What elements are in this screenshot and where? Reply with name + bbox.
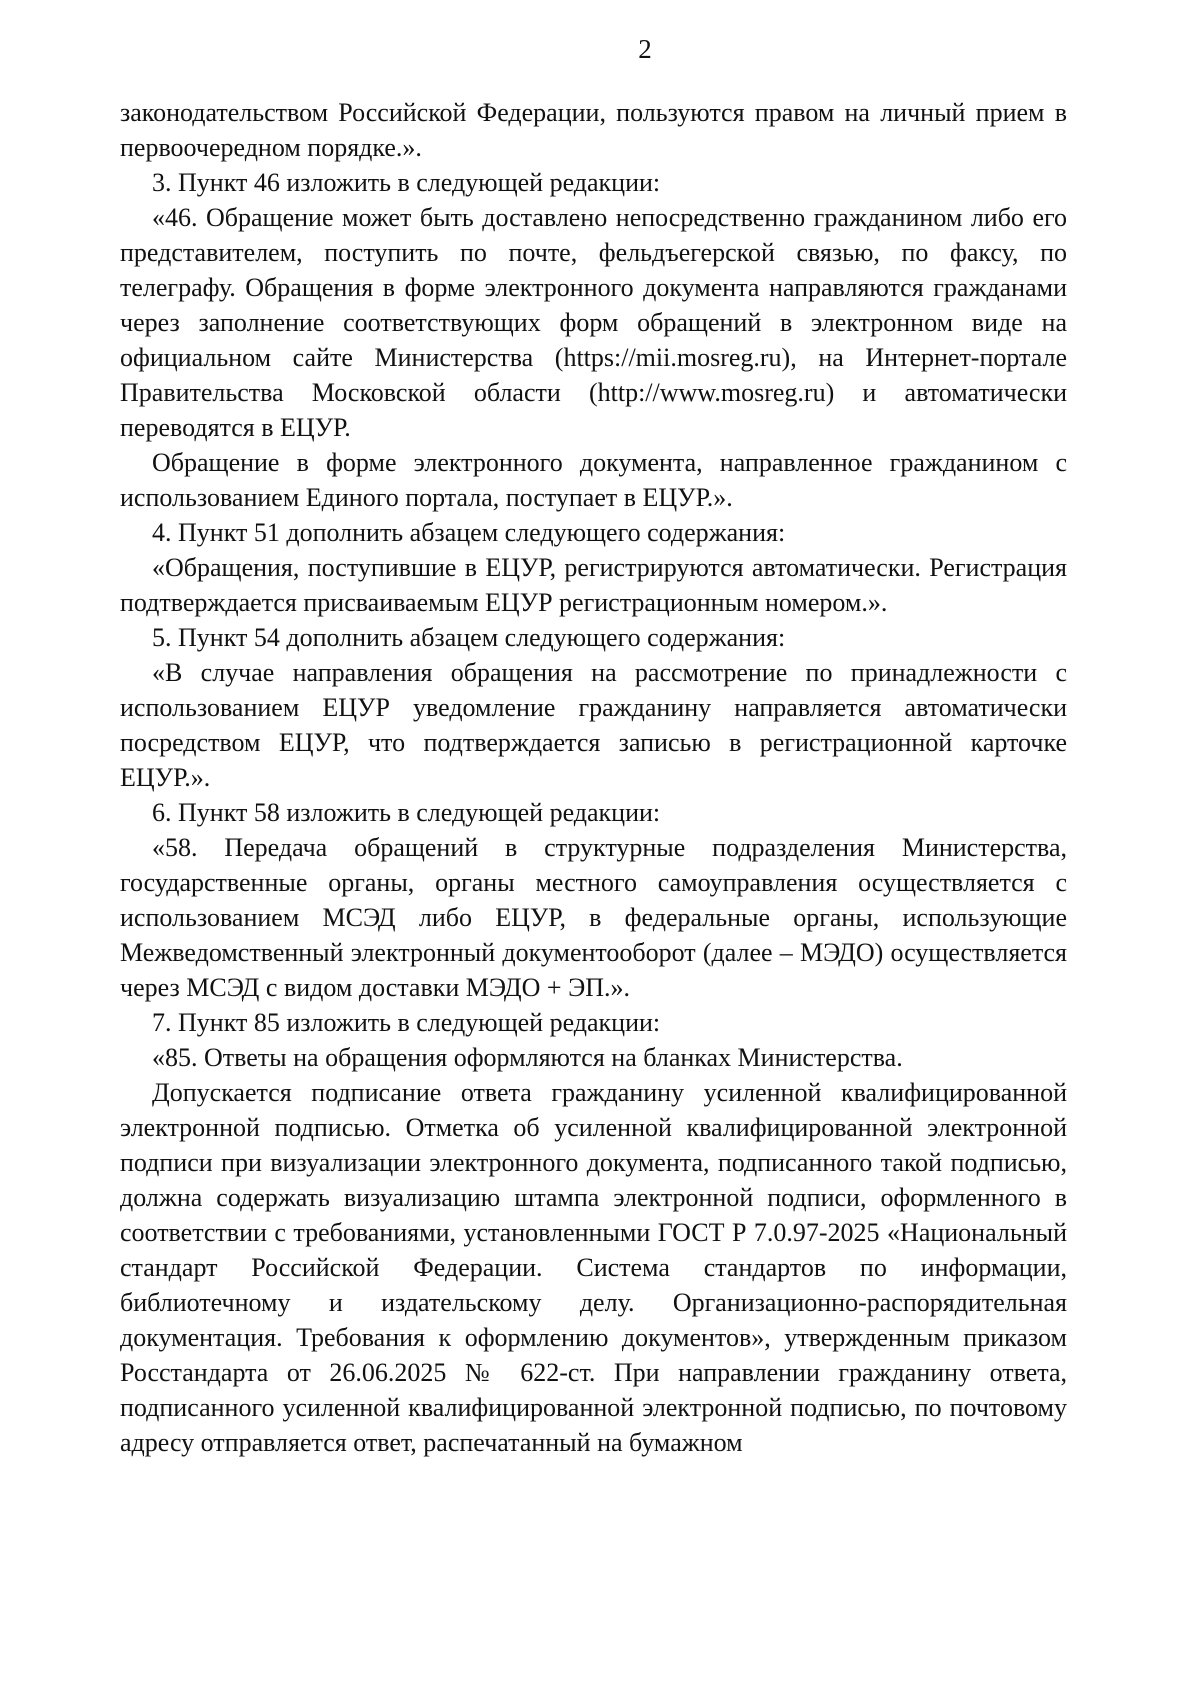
paragraph: Допускается подписание ответа гражданину усиленной квалифицированной электронной подписью. Отметка об усиленной квалифицированной электронной подписи при визуализации электронного документа, подписанного такой подписью, должна содержать визуализацию штампа электронной подписи, оформленного в соответствии с требованиями, установленными ГОСТ Р 7.0.97-2025 «Национальный стандарт Российской Федерации. Система стандартов по информации, библиотечному и издательскому делу. Организационно-распорядительная документация. Требования к оформлению документов», утвержденным приказом Росстандарта от 26.06.2025 № 622-ст. При направлении гражданину ответа, подписанного усиленной квалифицированной электронной подписью, по почтовому адресу отправляется ответ, распечатанный на бумажном — [120, 1078, 1067, 1457]
paragraph: Обращение в форме электронного документа, направленное гражданином с использованием Единого портала, поступает в ЕЦУР.». — [120, 448, 1067, 512]
paragraph: 6. Пункт 58 изложить в следующей редакции: — [152, 798, 661, 827]
paragraph: 4. Пункт 51 дополнить абзацем следующего содержания: — [152, 518, 786, 547]
paragraph: 3. Пункт 46 изложить в следующей редакции: — [152, 168, 661, 197]
paragraph: «85. Ответы на обращения оформляются на бланках Министерства. — [152, 1043, 903, 1072]
paragraph: 7. Пункт 85 изложить в следующей редакции: — [152, 1008, 661, 1037]
paragraph: «В случае направления обращения на рассмотрение по принадлежности с использованием ЕЦУР уведомление гражданину направляется автоматически посредством ЕЦУР, что подтверждается записью в регистрационной карточке ЕЦУР.». — [120, 658, 1067, 792]
paragraph: «58. Передача обращений в структурные подразделения Министерства, государственные органы, органы местного самоуправления осуществляется с использованием МСЭД либо ЕЦУР, в федеральные органы, использующие Межведомственный электронный документооборот (далее – МЭДО) осуществляется через МСЭД с видом доставки МЭДО + ЭП.». — [120, 833, 1067, 1002]
document-body — [120, 95, 1067, 1460]
paragraph: 5. Пункт 54 дополнить абзацем следующего содержания: — [152, 623, 786, 652]
paragraph: «46. Обращение может быть доставлено непосредственно гражданином либо его представителем, поступить по почте, фельдъегерской связью, по факсу, по телеграфу. Обращения в форме электронного документа направляются гражданами через заполнение соответствующих форм обращений в электронном виде на официальном сайте Министерства (https://mii.mosreg.ru), на Интернет-портале Правительства Московской области (http://www.mosreg.ru) и автоматически переводятся в ЕЦУР. — [120, 203, 1067, 442]
paragraph: законодательством Российской Федерации, пользуются правом на личный прием в первоочередном порядке.». — [120, 98, 1067, 162]
paragraph: «Обращения, поступившие в ЕЦУР, регистрируются автоматически. Регистрация подтверждается присваиваемым ЕЦУР регистрационным номером.». — [120, 553, 1067, 617]
page-number: 2 — [638, 34, 652, 64]
